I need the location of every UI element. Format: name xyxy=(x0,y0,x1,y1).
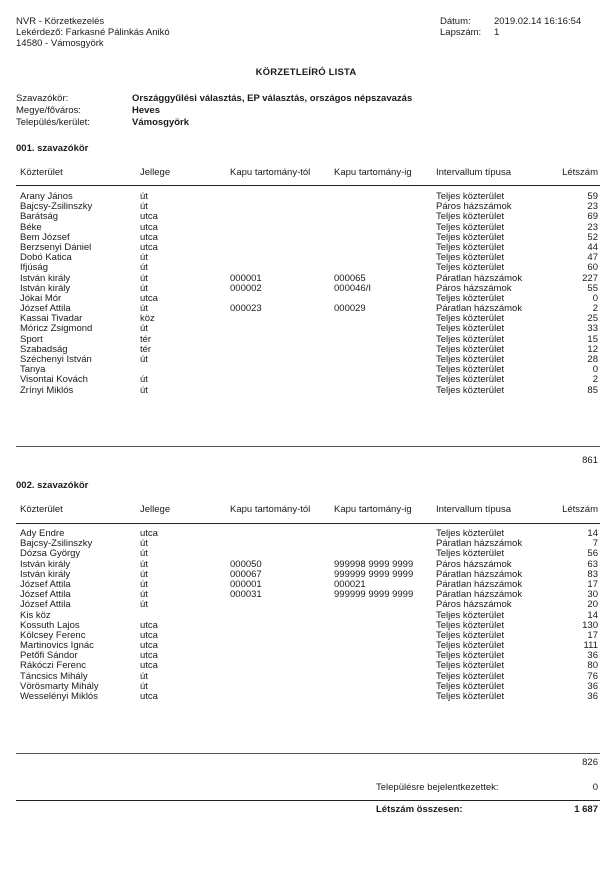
voter-count: 33 xyxy=(587,323,598,335)
street-type: utca xyxy=(140,231,158,243)
district-table-002 xyxy=(16,504,600,516)
street-type: út xyxy=(140,323,148,335)
district-total: 826 xyxy=(582,757,598,768)
street-name: Tanya xyxy=(20,364,46,376)
district-total: 861 xyxy=(582,455,598,466)
street-type: út xyxy=(140,578,148,590)
interval-type: Teljes közterület xyxy=(436,528,505,539)
page-value: 1 xyxy=(494,27,500,38)
gate-from: 000001 xyxy=(230,578,262,590)
table-row xyxy=(16,212,600,222)
county-value: Heves xyxy=(132,105,160,116)
street-name: Kis köz xyxy=(20,609,51,621)
table-row xyxy=(16,539,600,549)
street-name: Visontai Kovách xyxy=(20,374,88,386)
street-type: út xyxy=(140,538,148,550)
street-type: út xyxy=(140,374,148,386)
requester-line: Lekérdező: Farkasné Pálinkás Anikó xyxy=(16,27,170,38)
street-name: József Attila xyxy=(20,589,71,601)
street-type: út xyxy=(140,262,148,274)
table-row xyxy=(16,304,600,314)
col-count-header: Létszám xyxy=(562,504,598,515)
voter-count: 69 xyxy=(587,211,598,223)
street-type: út xyxy=(140,670,148,682)
interval-type: Teljes közterület xyxy=(436,619,505,631)
street-name: Jókai Mór xyxy=(20,292,62,304)
street-name: Kölcsey Ferenc xyxy=(20,629,86,641)
interval-type: Teljes közterület xyxy=(436,231,505,243)
interval-type: Páros házszámok xyxy=(436,282,512,294)
gate-from: 000001 xyxy=(230,272,262,284)
header-divider xyxy=(16,185,600,186)
page-label: Lapszám: xyxy=(440,27,482,38)
gate-to: 000029 xyxy=(334,303,366,315)
street-name: Dobó Katica xyxy=(20,252,72,264)
interval-type: Teljes közterület xyxy=(436,629,505,641)
interval-type: Teljes közterület xyxy=(436,323,505,335)
voter-count: 76 xyxy=(587,670,598,682)
grand-total-label: Létszám összesen: xyxy=(376,804,463,815)
voter-count: 14 xyxy=(587,528,598,539)
street-name: Széchenyi István xyxy=(20,354,92,365)
interval-type: Teljes közterület xyxy=(436,241,505,253)
voter-count: 0 xyxy=(592,364,598,376)
voter-count: 14 xyxy=(587,609,598,621)
street-name: Arany János xyxy=(20,191,73,202)
street-type: út xyxy=(140,568,148,580)
col-from-header: Kapu tartomány-tól xyxy=(230,167,311,178)
settlement-line: 14580 - Vámosgyörk xyxy=(16,38,104,49)
street-type: út xyxy=(140,303,148,315)
street-type: utca xyxy=(140,640,158,652)
interval-type: Páratlan házszámok xyxy=(436,538,523,550)
voter-count: 130 xyxy=(582,619,598,631)
street-type: utca xyxy=(140,629,158,641)
header-divider xyxy=(16,523,600,524)
voter-count: 111 xyxy=(583,640,598,652)
app-title: NVR - Körzetkezelés xyxy=(16,16,105,27)
street-name: Szabadság xyxy=(20,343,68,355)
gate-to: 000046/I xyxy=(334,282,371,294)
table-row xyxy=(16,355,600,365)
interval-type: Páratlan házszámok xyxy=(436,578,523,590)
street-name: Bem József xyxy=(20,231,70,243)
election-label: Szavazókör: xyxy=(16,93,69,104)
interval-type: Páratlan házszámok xyxy=(436,303,523,315)
street-type: utca xyxy=(140,241,158,253)
interval-type: Teljes közterület xyxy=(436,670,505,682)
street-type: köz xyxy=(140,313,155,325)
voter-count: 28 xyxy=(587,354,598,365)
interval-type: Teljes közterület xyxy=(436,262,505,274)
voter-count: 59 xyxy=(587,191,598,202)
table-row xyxy=(16,324,600,334)
street-name: Wesselényi Miklós xyxy=(20,691,98,702)
street-type: út xyxy=(140,599,148,611)
voter-count: 7 xyxy=(592,538,598,550)
street-name: Sport xyxy=(20,333,43,345)
table-row xyxy=(16,345,600,355)
interval-type: Páratlan házszámok xyxy=(436,568,523,580)
interval-type: Teljes közterület xyxy=(436,343,505,355)
street-type: út xyxy=(140,548,148,560)
grand-total-value: 1 687 xyxy=(574,804,598,815)
street-name: Táncsics Mihály xyxy=(20,670,88,682)
interval-type: Teljes közterület xyxy=(436,211,505,223)
district-title: 002. szavazókör xyxy=(16,480,89,491)
table-row xyxy=(16,284,600,294)
street-name: Dózsa György xyxy=(20,548,81,560)
table-row xyxy=(16,672,600,682)
voter-count: 23 xyxy=(587,201,598,213)
street-name: Kossuth Lajos xyxy=(20,619,80,631)
interval-type: Teljes közterület xyxy=(436,384,505,396)
interval-type: Teljes közterület xyxy=(436,313,505,325)
col-interval-header: Intervallum típusa xyxy=(436,504,511,515)
col-name-header: Közterület xyxy=(20,167,63,178)
voter-count: 20 xyxy=(587,599,598,611)
col-count-header: Létszám xyxy=(562,167,598,178)
interval-type: Teljes közterület xyxy=(436,221,505,233)
gate-from: 000023 xyxy=(230,303,262,315)
street-type: tér xyxy=(140,333,152,345)
table-row xyxy=(16,682,600,692)
street-name: Kassai Tivadar xyxy=(20,313,83,325)
table-row xyxy=(16,600,600,610)
table-row xyxy=(16,549,600,559)
street-name: József Attila xyxy=(20,578,71,590)
interval-type: Páros házszámok xyxy=(436,201,512,213)
table-row xyxy=(16,386,600,396)
voter-count: 47 xyxy=(587,252,598,264)
col-name-header: Közterület xyxy=(20,504,63,515)
voter-count: 60 xyxy=(587,262,598,274)
gate-to: 000065 xyxy=(334,272,366,284)
registered-label: Településre bejelentkezettek: xyxy=(376,782,499,793)
table-row xyxy=(16,202,600,212)
voter-count: 85 xyxy=(587,384,598,396)
date-value: 2019.02.14 16:16:54 xyxy=(494,16,582,27)
table-row xyxy=(16,692,600,702)
table-row xyxy=(16,590,600,600)
table-row xyxy=(16,233,600,243)
voter-count: 2 xyxy=(592,303,598,315)
interval-type: Páratlan házszámok xyxy=(436,272,523,284)
voter-count: 227 xyxy=(582,272,598,284)
street-type: út xyxy=(140,272,148,284)
footer-divider xyxy=(16,800,600,801)
street-name: István király xyxy=(20,282,71,294)
table-row xyxy=(16,661,600,671)
interval-type: Teljes közterület xyxy=(436,609,505,621)
voter-count: 36 xyxy=(587,691,598,702)
interval-type: Teljes közterület xyxy=(436,640,505,652)
street-name: Béke xyxy=(20,221,42,233)
voter-count: 30 xyxy=(587,589,598,601)
gate-from: 000031 xyxy=(230,589,262,601)
street-name: Vörösmarty Mihály xyxy=(20,680,99,692)
district-rows-002 xyxy=(16,529,600,702)
col-from-header: Kapu tartomány-tól xyxy=(230,504,311,515)
interval-type: Teljes közterület xyxy=(436,333,505,345)
street-name: István király xyxy=(20,568,71,580)
voter-count: 15 xyxy=(587,333,598,345)
interval-type: Teljes közterület xyxy=(436,354,505,365)
interval-type: Teljes közterület xyxy=(436,548,505,560)
street-name: Barátság xyxy=(20,211,59,223)
table-row xyxy=(16,314,600,324)
column-header-row xyxy=(16,167,600,179)
street-type: út xyxy=(140,282,148,294)
district-table-001 xyxy=(16,167,600,179)
street-type: út xyxy=(140,558,148,570)
street-type: utca xyxy=(140,650,158,662)
street-name: István király xyxy=(20,272,71,284)
street-type: utca xyxy=(140,528,158,539)
col-type-header: Jellege xyxy=(140,167,171,178)
table-row xyxy=(16,651,600,661)
column-header-row xyxy=(16,504,600,516)
gate-from: 000067 xyxy=(230,568,262,580)
date-label: Dátum: xyxy=(440,16,471,27)
gate-from: 000002 xyxy=(230,282,262,294)
voter-count: 12 xyxy=(587,343,598,355)
gate-to: 999998 9999 9999 xyxy=(334,558,414,570)
interval-type: Teljes közterület xyxy=(436,364,505,376)
table-row xyxy=(16,365,600,375)
street-type: tér xyxy=(140,343,152,355)
street-type: utca xyxy=(140,292,158,304)
street-name: Rákóczi Ferenc xyxy=(20,660,86,672)
street-type: utca xyxy=(140,211,158,223)
col-to-header: Kapu tartomány-ig xyxy=(334,167,412,178)
street-name: Zrínyi Miklós xyxy=(20,384,74,396)
street-name: József Attila xyxy=(20,303,71,315)
table-row xyxy=(16,243,600,253)
interval-type: Teljes közterület xyxy=(436,650,505,662)
gate-to: 000021 xyxy=(334,578,366,590)
street-type: út xyxy=(140,384,148,396)
street-name: József Attila xyxy=(20,599,71,611)
voter-count: 17 xyxy=(587,578,598,590)
town-label: Település/kerület: xyxy=(16,117,90,128)
voter-count: 63 xyxy=(587,558,598,570)
interval-type: Teljes közterület xyxy=(436,680,505,692)
voter-count: 80 xyxy=(587,660,598,672)
interval-type: Teljes közterület xyxy=(436,252,505,264)
election-value: Országgyűlési választás, EP választás, országos népszavazás xyxy=(132,93,413,104)
voter-count: 44 xyxy=(587,241,598,253)
voter-count: 17 xyxy=(587,629,598,641)
interval-type: Páratlan házszámok xyxy=(436,589,523,601)
street-type: utca xyxy=(140,691,158,702)
street-type: utca xyxy=(140,660,158,672)
col-to-header: Kapu tartomány-ig xyxy=(334,504,412,515)
district-title: 001. szavazókör xyxy=(16,143,89,154)
gate-to: 999999 9999 9999 xyxy=(334,568,414,580)
col-type-header: Jellege xyxy=(140,504,171,515)
table-row xyxy=(16,274,600,284)
street-type: út xyxy=(140,680,148,692)
table-row xyxy=(16,375,600,385)
district-rows-001 xyxy=(16,192,600,396)
voter-count: 52 xyxy=(587,231,598,243)
street-type: utca xyxy=(140,619,158,631)
street-name: Bajcsy-Zsilinszky xyxy=(20,538,93,550)
street-name: Ifjúság xyxy=(20,262,48,274)
table-row xyxy=(16,335,600,345)
street-type: út xyxy=(140,252,148,264)
town-value: Vámosgyörk xyxy=(132,117,190,128)
street-type: út xyxy=(140,589,148,601)
street-type: út xyxy=(140,201,148,213)
voter-count: 83 xyxy=(587,568,598,580)
table-row xyxy=(16,223,600,233)
voter-count: 55 xyxy=(587,282,598,294)
voter-count: 2 xyxy=(592,374,598,386)
table-row xyxy=(16,621,600,631)
street-name: Móricz Zsigmond xyxy=(20,323,93,335)
interval-type: Páros házszámok xyxy=(436,599,512,611)
table-row xyxy=(16,263,600,273)
voter-count: 36 xyxy=(587,650,598,662)
total-divider xyxy=(16,753,600,754)
interval-type: Páros házszámok xyxy=(436,558,512,570)
voter-count: 36 xyxy=(587,680,598,692)
street-name: Martinovics Ignác xyxy=(20,640,94,652)
table-row xyxy=(16,641,600,651)
voter-count: 56 xyxy=(587,548,598,560)
total-divider xyxy=(16,446,600,447)
interval-type: Teljes közterület xyxy=(436,191,505,202)
interval-type: Teljes közterület xyxy=(436,292,505,304)
interval-type: Teljes közterület xyxy=(436,691,505,702)
county-label: Megye/főváros: xyxy=(16,105,81,116)
gate-from: 000050 xyxy=(230,558,262,570)
street-type: utca xyxy=(140,221,158,233)
interval-type: Teljes közterület xyxy=(436,374,505,386)
col-interval-header: Intervallum típusa xyxy=(436,167,511,178)
table-row xyxy=(16,192,600,202)
page-title: KÖRZETLEÍRÓ LISTA xyxy=(255,67,357,78)
interval-type: Teljes közterület xyxy=(436,660,505,672)
street-name: Ady Endre xyxy=(20,528,65,539)
registered-value: 0 xyxy=(592,782,598,793)
voter-count: 25 xyxy=(587,313,598,325)
gate-to: 999999 9999 9999 xyxy=(334,589,414,601)
street-type: út xyxy=(140,191,148,202)
table-row xyxy=(16,631,600,641)
street-name: Bajcsy-Zsilinszky xyxy=(20,201,93,213)
street-name: Petőfi Sándor xyxy=(20,650,78,662)
street-name: Berzsenyi Dániel xyxy=(20,241,92,253)
street-type: út xyxy=(140,354,148,365)
table-row xyxy=(16,611,600,621)
voter-count: 0 xyxy=(592,292,598,304)
table-row xyxy=(16,253,600,263)
street-name: István király xyxy=(20,558,71,570)
voter-count: 23 xyxy=(587,221,598,233)
